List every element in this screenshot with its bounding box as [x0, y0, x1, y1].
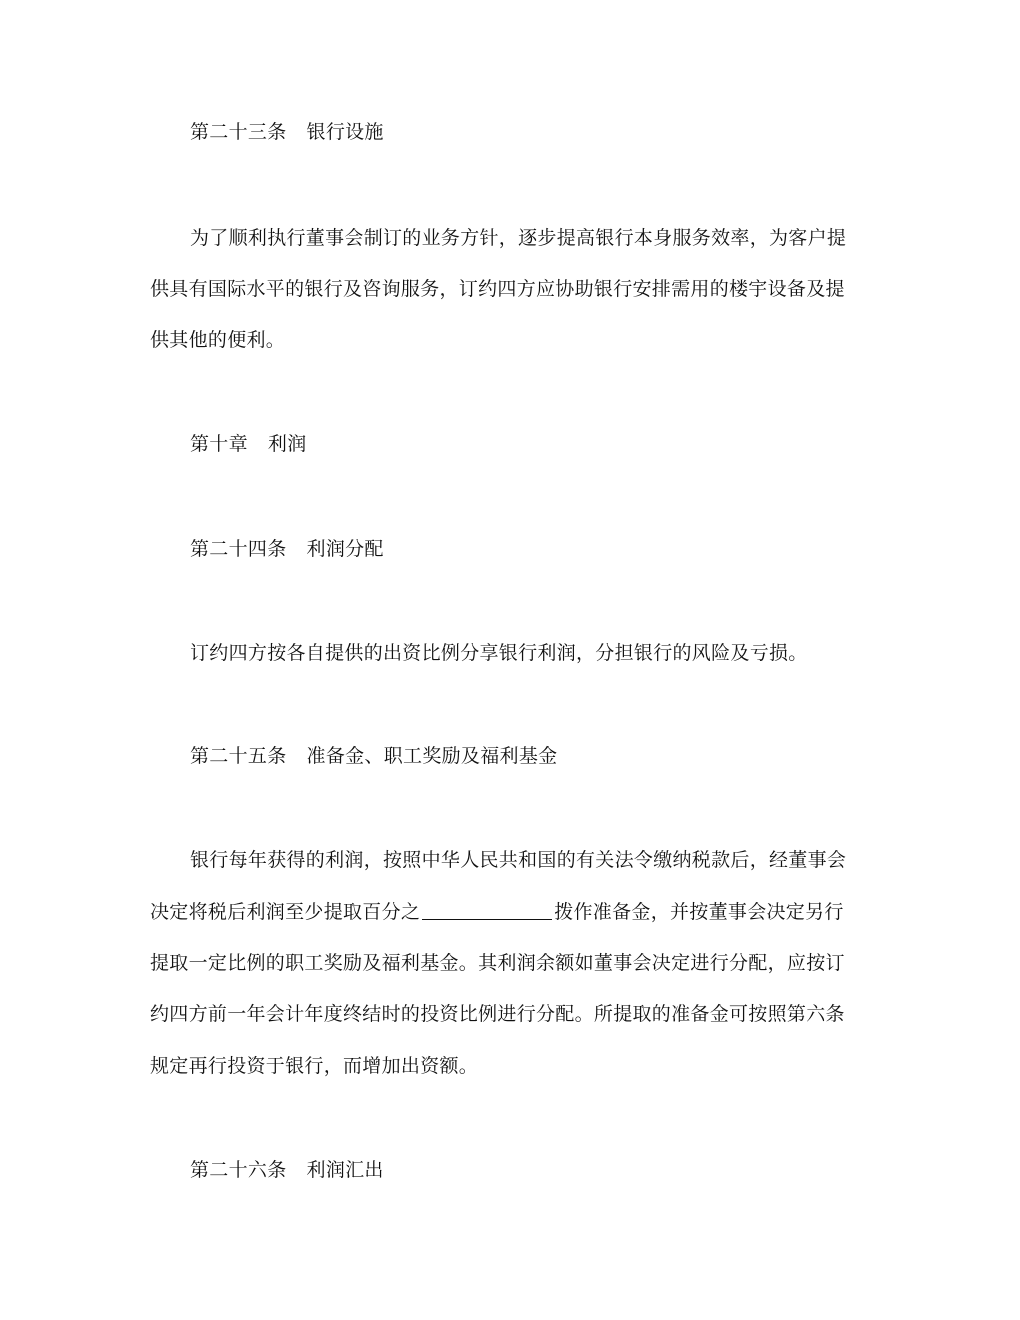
text-after-blank: 拨作准备金，并按董事会决定另行 [554, 901, 844, 923]
chapter-10-heading [190, 432, 880, 456]
article-26-heading [190, 1158, 880, 1182]
article-23-heading [190, 120, 880, 144]
article-title: 准备金、职工奖励及福利基金 [306, 745, 558, 767]
article-title: 银行设施 [306, 121, 384, 143]
paragraph-line: 订约四方按各自提供的出资比例分享银行利润，分担银行的风险及亏损。 [190, 642, 808, 664]
paragraph-line: 约四方前一年会计年度终结时的投资比例进行分配。所提取的准备金可按照第六条 [150, 1003, 845, 1025]
paragraph-line: 银行每年获得的利润，按照中华人民共和国的有关法令缴纳税款后，经董事会 [190, 849, 847, 871]
paragraph-line: 供具有国际水平的银行及咨询服务，订约四方应协助银行安排需用的楼宇设备及提 [150, 278, 845, 300]
article-24-heading [190, 537, 880, 561]
fill-in-blank[interactable] [422, 901, 552, 920]
paragraph-line-with-blank [150, 900, 880, 924]
article-number: 第二十六条 [190, 1159, 287, 1181]
paragraph-line: 规定再行投资于银行，而增加出资额。 [150, 1055, 479, 1077]
article-title: 利润汇出 [306, 1159, 384, 1181]
article-25-heading [190, 744, 880, 768]
paragraph-line: 提取一定比例的职工奖励及福利基金。其利润余额如董事会决定进行分配，应按订 [150, 952, 845, 974]
article-number: 第二十三条 [190, 121, 287, 143]
text-before-blank: 决定将税后利润至少提取百分之 [150, 901, 421, 923]
article-number: 第二十四条 [190, 538, 287, 560]
article-number: 第二十五条 [190, 745, 287, 767]
paragraph-line: 为了顺利执行董事会制订的业务方针，逐步提高银行本身服务效率，为客户提 [190, 227, 847, 249]
article-title: 利润分配 [306, 538, 384, 560]
chapter-title: 利润 [267, 433, 307, 455]
chapter-number: 第十章 [190, 433, 248, 455]
paragraph-line: 供其他的便利。 [150, 329, 286, 351]
